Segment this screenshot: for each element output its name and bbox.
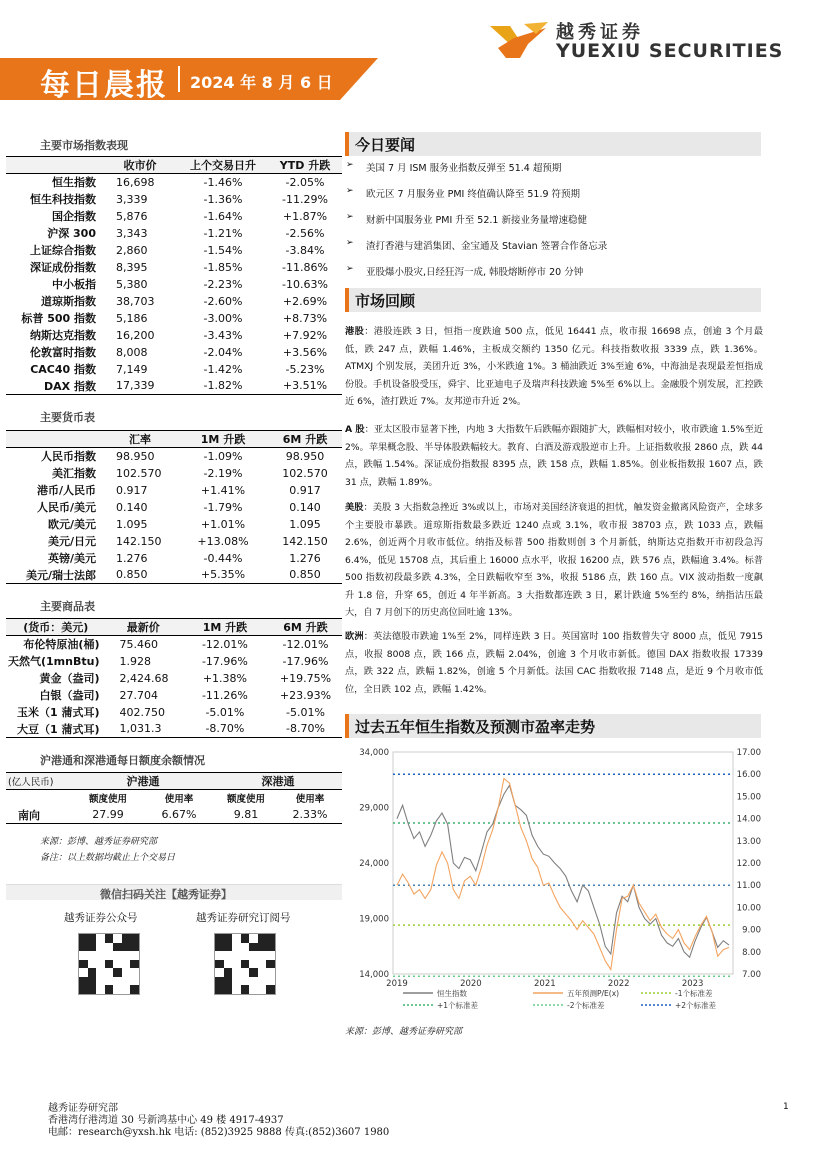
table-cell: 0.850 [116, 568, 148, 582]
table-row [6, 721, 342, 738]
footer-address: 香港湾仔港湾道 30 号新鸿基中心 49 楼 4917-4937 [48, 1115, 284, 1126]
row-label: 玉米（1 蒲式耳) [16, 706, 100, 719]
table-cell: -2.60% [203, 294, 243, 308]
y-tick-left: 19,000 [359, 914, 389, 925]
table-row [6, 361, 342, 378]
news-list [346, 160, 766, 290]
connect-source: 来源：彭博、越秀证券研究部 [40, 837, 158, 847]
commodities-table [6, 618, 342, 738]
review-paragraph-us [345, 499, 763, 622]
y-tick-right: 13.00 [736, 836, 761, 847]
table-cell: -12.01% [282, 637, 329, 651]
table-cell: +19.75% [279, 671, 332, 685]
row-label: 伦敦富时指数 [30, 346, 96, 359]
table-row [6, 208, 342, 225]
table-cell: 27.99 [92, 808, 124, 822]
review-paragraph-hk [345, 323, 763, 411]
table-cell: 3,343 [116, 226, 148, 240]
table-row [6, 636, 342, 653]
table-cell: 6.67% [161, 808, 197, 822]
row-label: DAX 指数 [44, 379, 96, 393]
row-label: 人民币/美元 [36, 501, 96, 514]
table-row [6, 482, 342, 499]
table-cell: -17.96% [282, 654, 329, 668]
x-tick: 2021 [534, 979, 556, 989]
table-cell: -1.36% [203, 192, 243, 206]
table-cell: -2.23% [203, 277, 243, 291]
row-label: 恒生指数 [52, 176, 96, 190]
connect-title: 沪港通和深港通每日额度余额情况 [40, 754, 205, 767]
chart-source: 来源：彭博、越秀证券研究部 [345, 1027, 463, 1037]
y-tick-right: 8.00 [742, 947, 761, 958]
footer-contact: 电邮：research@yxsh.hk 电话: (852)3925 9888 传真:(852)3607 1980 [48, 1127, 390, 1138]
row-label: 标普 500 指数 [21, 312, 96, 325]
arrow-bullet-icon: ➢ [346, 186, 354, 196]
currency-table [6, 430, 342, 584]
table-cell: 142.150 [116, 534, 162, 548]
table-cell: 8,395 [116, 260, 148, 274]
table-row [6, 448, 342, 465]
arrow-bullet-icon: ➢ [346, 160, 354, 170]
table-cell: -11.86% [282, 260, 328, 274]
yuexiu-logo-icon [488, 20, 550, 60]
table-cell: +1.38% [202, 671, 247, 685]
table-header-row [6, 773, 342, 790]
table-row [6, 567, 342, 584]
column-header: 额度使用 [226, 794, 265, 806]
column-header: 1M 升跌 [178, 431, 268, 448]
review-title: 市场回顾 [355, 292, 416, 310]
news-item [346, 238, 766, 264]
row-label: 恒生科技指数 [30, 193, 96, 206]
legend-label: -1个标准差 [675, 989, 713, 998]
column-header: 6M 升跌 [268, 431, 342, 448]
row-label: 中小板指 [52, 278, 96, 291]
column-header: 使用率 [164, 794, 194, 806]
wechat-account-1[interactable]: 越秀证券公众号 [64, 912, 138, 924]
table-cell: 5,380 [116, 277, 148, 291]
table-cell: 16,698 [116, 175, 155, 189]
table-header-row [6, 431, 342, 448]
table-cell: 1.095 [116, 517, 148, 531]
table-row [6, 327, 342, 344]
news-headline[interactable]: 欧元区 7 月服务业 PMI 终值确认降至 51.9 符预期 [366, 189, 581, 200]
row-label: 深证成份指数 [30, 261, 96, 274]
row-label: 英镑/美元 [47, 552, 96, 565]
paragraph-text: ：亚太区股市显著下挫，内地 3 大指数午后跌幅亦跟随扩大，跌幅相对较小，收市跌逾 1.5%至近 2%。苹果概念股、半导体股跌幅较大。教育、白酒及游戏股逆市上升。上证指数收报 2860 点，跌 44 点，跌幅 1.54%。深证成份指数报 8395 点，跌 158 点，跌幅 1.85%。创业板指数报 1607 点，跌 31 点，跌幅 1.89%。 [345, 424, 764, 488]
table-cell: 0.917 [116, 483, 148, 497]
table-cell: -10.63% [282, 277, 328, 291]
table-row [6, 174, 342, 191]
table-cell: 8,008 [116, 345, 148, 359]
row-label: 白银（盎司) [39, 689, 100, 702]
table-cell: -5.01% [205, 705, 245, 719]
paragraph-text: ：港股连跌 3 日，恒指一度跌逾 500 点，低见 16441 点，收市报 16698 点，创逾 3 个月最低，跌 247 点，跌幅 1.46%，主板成交额约 1350 亿元。科技指数收报 3339 点，跌 1.36%。ATMXJ 个别发展，美团升近 3%，小米跌逾 1%。3 桶油跌近 3%至逾 6%，中海油是表现最差恒指成份股。手机设备股受压，舜宇、比亚迪电子及瑞声科技跌逾 5%至 6%以上。金融股个别发展，汇控跌近 6%，渣打跌近 7%。友邦逆市升近 2%。 [345, 326, 764, 407]
news-headline[interactable]: 美国 7 月 ISM 服务业指数反弹至 51.4 超预期 [366, 163, 562, 174]
table-cell: -1.42% [203, 362, 243, 376]
column-header: 1M 升跌 [181, 619, 269, 636]
header-separator [178, 66, 180, 92]
y-tick-left: 24,000 [359, 859, 389, 869]
page-number: 1 [783, 1102, 789, 1112]
review-section-header [345, 288, 761, 312]
table-row [6, 670, 342, 687]
column-header [6, 157, 102, 174]
footer [48, 1103, 389, 1139]
row-label: 南向 [18, 808, 40, 822]
y-tick-right: 14.00 [736, 814, 761, 825]
hsi-pe-chart [345, 738, 765, 1016]
row-label: 港币/人民币 [36, 484, 96, 497]
table-cell: -2.04% [203, 345, 243, 359]
table-row [6, 242, 342, 259]
plot-area [393, 752, 733, 974]
table-cell: 9.81 [233, 808, 259, 822]
arrow-bullet-icon: ➢ [346, 212, 354, 222]
report-date: 2024 年 8 月 6 日 [190, 73, 333, 92]
table-cell: 5,876 [116, 209, 148, 223]
table-row [6, 807, 342, 824]
table-cell: -1.46% [203, 175, 243, 189]
table-cell: -8.70% [286, 722, 325, 736]
table-cell: -17.96% [201, 654, 248, 668]
table-cell: -2.56% [285, 226, 325, 240]
row-label: 上证综合指数 [30, 244, 96, 257]
table-cell: 0.140 [289, 500, 321, 514]
table-cell: 2.33% [292, 808, 328, 822]
table-cell: 142.150 [282, 534, 328, 548]
table-cell: 3,339 [116, 192, 148, 206]
logo-text-en: YUEXIU SECURITIES [556, 40, 784, 62]
row-label: 美元/日元 [47, 535, 96, 548]
table-cell: -1.54% [203, 243, 243, 257]
legend-label: +2个标准差 [675, 1001, 717, 1010]
news-headline[interactable]: 财新中国服务业 PMI 升至 52.1 新接业务量增速稳健 [366, 215, 587, 226]
table-row [6, 465, 342, 482]
table-cell: -3.43% [203, 328, 243, 342]
y-tick-right: 7.00 [742, 970, 761, 980]
row-label: 美元/瑞士法郎 [25, 568, 96, 582]
column-header: 上个交易日升 [178, 157, 268, 174]
review-paragraph-eu [345, 628, 763, 698]
table-cell: 38,703 [116, 294, 155, 308]
connect-table [6, 772, 342, 824]
column-header [6, 431, 102, 448]
x-tick: 2019 [386, 979, 408, 989]
table-cell: -11.29% [282, 192, 328, 206]
row-label: 布伦特原油(桶) [23, 638, 100, 652]
table-row [6, 687, 342, 704]
y-tick-right: 11.00 [736, 881, 761, 892]
legend-label: 五年预测P/E(x) [567, 989, 620, 998]
row-label: 黄金（盎司) [39, 672, 100, 685]
row-label: 道琼斯指数 [41, 295, 96, 308]
table-header-row [6, 157, 342, 174]
legend-label: +1个标准差 [437, 1001, 479, 1010]
column-header: 收市价 [102, 157, 178, 174]
x-tick: 2022 [607, 979, 630, 989]
table-row [6, 378, 342, 395]
paragraph-label: 港股 [345, 326, 365, 337]
currency-title: 主要货币表 [40, 411, 95, 424]
row-label: 天然气(1mnBtu) [8, 655, 100, 668]
row-label: 纳斯达克指数 [30, 329, 96, 342]
table-cell: -5.23% [285, 362, 325, 376]
column-header: 使用率 [295, 794, 325, 806]
table-subheader-row [6, 790, 342, 807]
qr-code-icon[interactable] [214, 933, 276, 995]
table-cell: -1.09% [203, 449, 243, 463]
table-cell: +3.51% [282, 379, 328, 393]
table-cell: -1.79% [203, 500, 243, 514]
table-cell: 0.917 [289, 483, 321, 497]
logo-text-cn: 越秀证券 [556, 22, 644, 43]
row-label: 大豆（1 蒲式耳) [16, 722, 100, 736]
legend-label: 恒生指数 [437, 989, 467, 998]
table-row [6, 516, 342, 533]
table-cell: 1.276 [289, 551, 321, 565]
table-cell: +23.93% [279, 688, 332, 702]
table-header-row [6, 619, 342, 636]
table-cell: +8.73% [282, 311, 328, 325]
table-cell: 98.950 [116, 449, 155, 463]
row-label: 沪深 300 [47, 227, 96, 240]
table-cell: -1.64% [203, 209, 243, 223]
wechat-account-2[interactable]: 越秀证券研究订阅号 [196, 912, 291, 924]
table-cell: -5.01% [286, 705, 325, 719]
table-cell: 1,031.3 [119, 722, 162, 736]
table-row [6, 499, 342, 516]
table-cell: -0.44% [203, 551, 243, 565]
table-cell: 102.570 [116, 466, 162, 480]
row-label: 欧元/美元 [47, 518, 96, 531]
legend-label: -2个标准差 [567, 1001, 605, 1010]
news-item [346, 186, 766, 212]
column-header: 额度使用 [88, 794, 127, 806]
news-item [346, 160, 766, 186]
table-cell: 402.750 [119, 705, 165, 719]
y-tick-right: 15.00 [736, 792, 761, 803]
table-cell: 0.850 [289, 568, 321, 582]
table-row [6, 225, 342, 242]
table-cell: 1.095 [289, 517, 321, 531]
column-header: (货币：美元) [6, 619, 105, 636]
table-cell: +1.87% [282, 209, 328, 223]
table-row [6, 310, 342, 327]
table-cell: +3.56% [282, 345, 328, 359]
table-cell: 0.140 [116, 500, 148, 514]
news-headline[interactable]: 渣打香港与建滔集团、金宝通及 Stavian 签署合作备忘录 [366, 241, 608, 252]
chart-title: 过去五年恒生指数及预测市盈率走势 [355, 718, 596, 736]
arrow-bullet-icon: ➢ [346, 264, 354, 274]
table-cell: +5.35% [200, 568, 246, 582]
table-cell: -1.82% [203, 379, 243, 393]
column-header: YTD 升跌 [268, 157, 342, 174]
table-cell: -8.70% [205, 722, 245, 736]
paragraph-label: 欧洲 [345, 631, 364, 642]
review-paragraph-a [345, 421, 763, 491]
paragraph-label: A 股 [345, 424, 365, 435]
table-cell: 17,339 [116, 379, 155, 393]
table-row [6, 653, 342, 670]
table-row [6, 533, 342, 550]
table-cell: -3.84% [285, 243, 325, 257]
table-cell: -2.05% [285, 175, 325, 189]
table-cell: +13.08% [197, 534, 249, 548]
y-tick-left: 34,000 [359, 748, 389, 758]
arrow-bullet-icon: ➢ [346, 238, 354, 248]
x-tick: 2020 [460, 979, 482, 989]
footer-dept: 越秀证券研究部 [48, 1103, 118, 1114]
table-row [6, 191, 342, 208]
y-tick-right: 10.00 [736, 903, 761, 914]
table-cell: 1.276 [116, 551, 148, 565]
commodities-title: 主要商品表 [40, 600, 95, 613]
row-label: CAC40 指数 [30, 363, 96, 376]
qr-code-icon[interactable] [78, 933, 140, 995]
chart-section-header [345, 714, 761, 738]
table-cell: +7.92% [282, 328, 328, 342]
table-row [6, 259, 342, 276]
table-cell: 16,200 [116, 328, 155, 342]
news-item [346, 264, 766, 290]
y-tick-right: 12.00 [736, 859, 761, 869]
table-cell: -1.21% [203, 226, 243, 240]
table-cell: 5,186 [116, 311, 148, 325]
column-header: 汇率 [102, 431, 178, 448]
y-tick-right: 16.00 [736, 770, 761, 781]
x-tick: 2023 [681, 979, 704, 989]
table-cell: 7,149 [116, 362, 148, 376]
table-cell: +1.41% [200, 483, 246, 497]
table-cell: 27.704 [119, 688, 158, 702]
table-cell: 2,860 [116, 243, 148, 257]
sh-connect-header: 沪港通 [126, 775, 160, 788]
news-title: 今日要闻 [355, 136, 416, 154]
y-tick-left: 29,000 [359, 803, 389, 814]
wechat-title: 微信扫码关注【越秀证券】 [100, 888, 232, 901]
market-indices-title: 主要市场指数表现 [40, 139, 128, 152]
table-row [6, 704, 342, 721]
unit-label: (亿人民币) [8, 777, 54, 788]
table-cell: 98.950 [285, 449, 325, 463]
connect-note: 备注：以上数据均截止上个交易日 [40, 853, 176, 863]
y-tick-left: 14,000 [359, 970, 389, 980]
table-cell: 2,424.68 [119, 671, 169, 685]
table-row [6, 276, 342, 293]
report-title: 每日晨报 [40, 68, 168, 103]
news-headline[interactable]: 亚股爆小股灾,日经狂泻一成, 韩股熔断停市 20 分钟 [366, 267, 584, 278]
paragraph-text: ：英法德股市跌逾 1%至 2%，同样连跌 3 日。英国富时 100 指数曾失守 8000 点，低见 7915 点，收报 8008 点，跌 166 点，跌幅 2.04%，创逾 3 个月收市新低。德国 DAX 指数收报 17339 点，跌 322 点，跌幅 1.82%，创逾 5 个月新低。法国 CAC 指数收报 7148 点，是近 9 个月收市低位，全日跌 102 点，跌幅 1.42%。 [345, 631, 764, 695]
table-cell: -1.85% [203, 260, 243, 274]
table-row [6, 344, 342, 361]
table-cell: -12.01% [201, 637, 248, 651]
table-cell: 1.928 [119, 654, 151, 668]
paragraph-label: 美股 [345, 502, 364, 513]
y-tick-right: 9.00 [742, 925, 761, 936]
table-cell: +1.01% [200, 517, 246, 531]
table-cell: -2.19% [203, 466, 243, 480]
row-label: 美汇指数 [52, 467, 96, 480]
column-header: 最新价 [105, 619, 180, 636]
table-cell: 102.570 [282, 466, 328, 480]
table-cell: +2.69% [282, 294, 328, 308]
column-header: 6M 升跌 [269, 619, 342, 636]
news-section-header [345, 132, 761, 156]
market-indices-table [6, 156, 342, 395]
sz-connect-header: 深港通 [261, 775, 295, 788]
paragraph-text: ：美股 3 大指数急挫近 3%或以上，市场对美国经济衰退的担忧，触发资金撤离风险资产，全球多个主要股市暴跌。道琼斯指数最多跌近 1240 点或 3.1%，收市报 38703 点，跌 1033 点，跌幅 2.6%，创近两个月收市低位。纳指及标普 500 指数则创 3 个月新低，纳斯达克指数开市初段急泻 6.4%，低见 15708 点，其后重上 16000 点水平，收报 16200 点，跌 576 点，跌幅逾 3.4%。标普 500 指数初段最多跌 4.3%，全日跌幅收窄至 3%，收报 5186 点，跌 160 点。VIX 波动指数一度飙升 1.8 倍，升穿 65，创近 4 年半新高。3 大指数都连跌 3 日，累计跌逾 5%至约 8%，纳指沽压最大，自 7 月创下的历史高位回吐逾 13%。 [345, 502, 764, 618]
row-label: 国企指数 [52, 210, 96, 223]
table-row [6, 293, 342, 310]
empty-cell [6, 790, 72, 807]
table-cell: -11.26% [201, 688, 248, 702]
table-row [6, 550, 342, 567]
y-tick-right: 17.00 [736, 748, 761, 758]
table-cell: -3.00% [203, 311, 243, 325]
row-label: 人民币指数 [41, 450, 96, 464]
news-item [346, 212, 766, 238]
table-cell: 75.460 [119, 637, 158, 651]
